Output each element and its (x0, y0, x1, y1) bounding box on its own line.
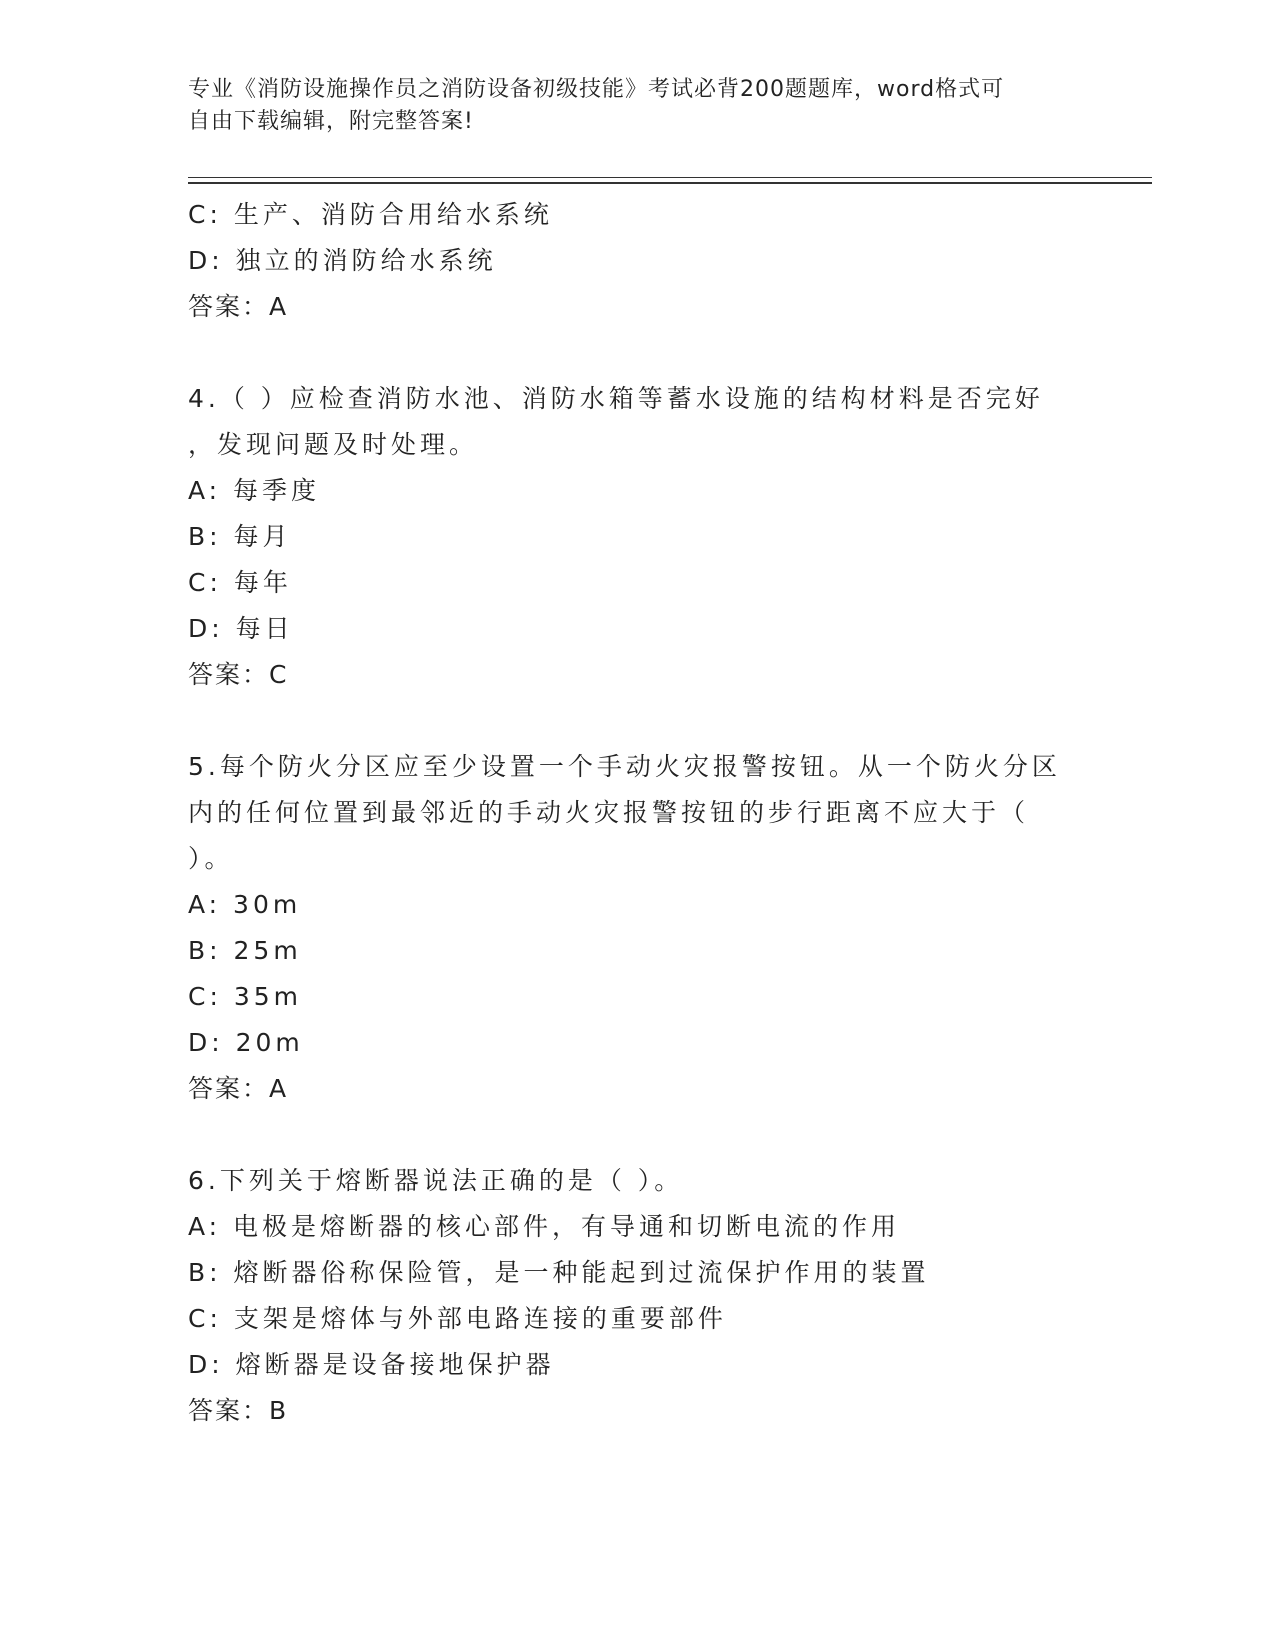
header-title-line-2: 自由下载编辑，附完整答案! (188, 109, 474, 134)
question-stem: ）。 (188, 844, 234, 873)
question-4 (188, 376, 1088, 698)
question-stem: 4.（ ）应检查消防水池、消防水箱等蓄水设施的结构材料是否完好 (188, 384, 1044, 413)
question-stem: ，发现问题及时处理。 (188, 430, 479, 459)
answer-line: 答案：B (188, 1396, 289, 1425)
option-b: B: 25m (188, 936, 302, 965)
question-stem: 6.下列关于熔断器说法正确的是（ ）。 (188, 1166, 684, 1195)
answer-line: 答案：C (188, 660, 289, 689)
spacer (188, 698, 1088, 744)
header-divider-thick (188, 182, 1152, 184)
spacer (188, 1112, 1088, 1158)
header-divider-thin (188, 177, 1152, 178)
answer-line: 答案：A (188, 292, 289, 321)
question-list (188, 192, 1088, 1434)
option-c: C: 支架是熔体与外部电路连接的重要部件 (188, 1304, 727, 1333)
option-b: B: 每月 (188, 522, 292, 551)
option-c: C: 生产、消防合用给水系统 (188, 200, 553, 229)
option-d: D: 熔断器是设备接地保护器 (188, 1350, 555, 1379)
question-5 (188, 744, 1088, 1112)
document-header (188, 74, 1068, 138)
answer-line: 答案：A (188, 1074, 289, 1103)
question-stem: 5.每个防火分区应至少设置一个手动火灾报警按钮。从一个防火分区 (188, 752, 1061, 781)
option-d: D: 20m (188, 1028, 304, 1057)
option-a: A: 每季度 (188, 476, 321, 505)
option-c: C: 35m (188, 982, 302, 1011)
option-d: D: 每日 (188, 614, 294, 643)
option-a: A: 电极是熔断器的核心部件，有导通和切断电流的作用 (188, 1212, 901, 1241)
question-stem: 内的任何位置到最邻近的手动火灾报警按钮的步行距离不应大于（ (188, 798, 1030, 827)
option-b: B: 熔断器俗称保险管，是一种能起到过流保护作用的装置 (188, 1258, 930, 1287)
option-c: C: 每年 (188, 568, 292, 597)
spacer (188, 330, 1088, 376)
question-3-tail (188, 192, 1088, 330)
option-a: A: 30m (188, 890, 302, 919)
header-title-line-1: 专业《消防设施操作员之消防设备初级技能》考试必背200题题库，word格式可 (188, 77, 1005, 102)
option-d: D: 独立的消防给水系统 (188, 246, 497, 275)
question-6 (188, 1158, 1088, 1434)
